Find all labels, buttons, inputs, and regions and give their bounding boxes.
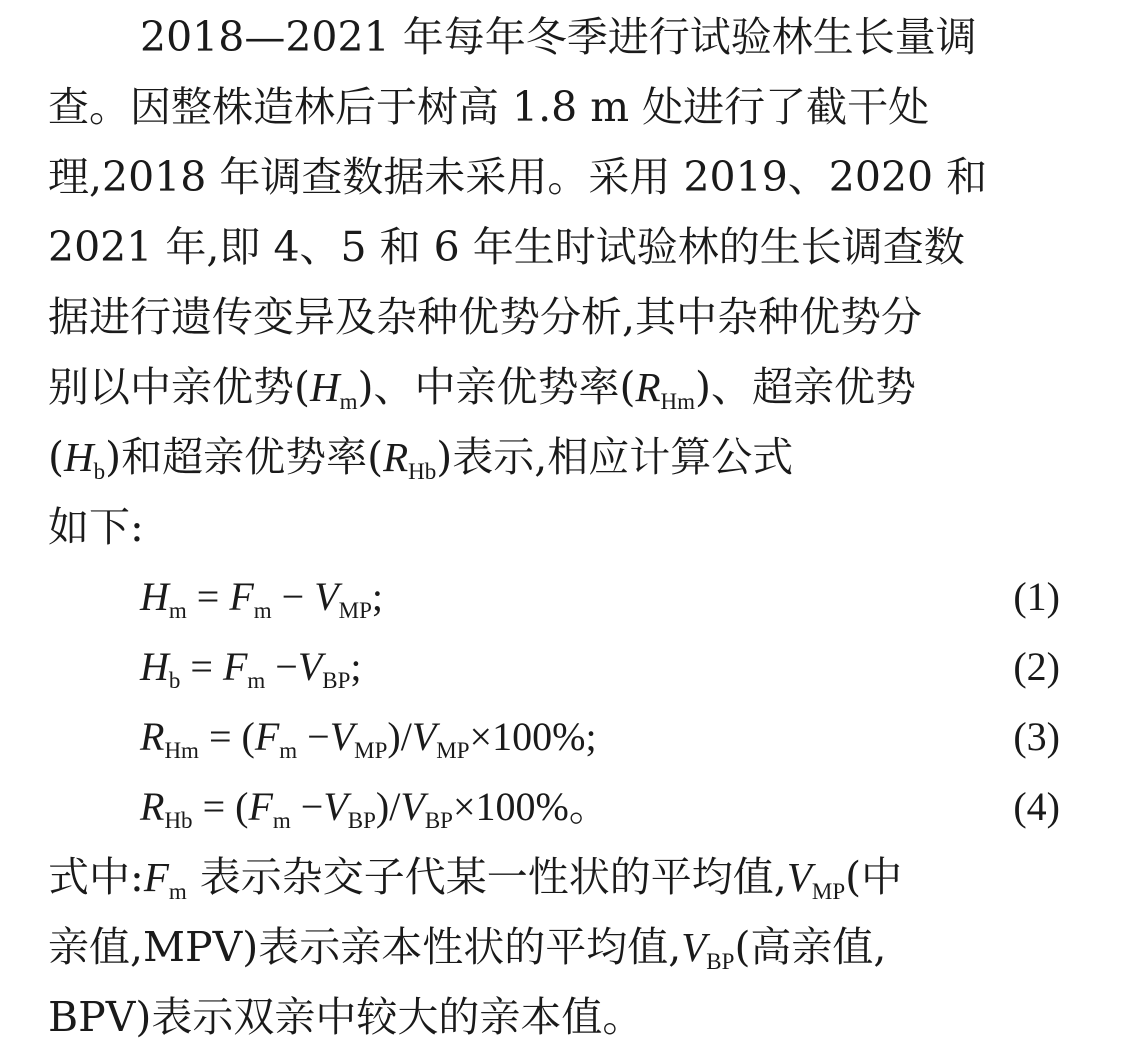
text-run: (高亲值, — [734, 923, 887, 971]
equation-4 — [140, 772, 1060, 842]
document-page — [48, 0, 1060, 1058]
paragraph-line-8: 如下: — [48, 503, 144, 551]
text-run: )、超亲优势 — [695, 363, 917, 411]
symbol-hb: $H_b$ — [64, 434, 106, 484]
paragraph-line-4: 2021 年,即 4、5 和 6 年生时试验林的生长调查数 — [48, 223, 965, 271]
equation-3-formula: $R_{Hm} = (F_m -V_{MP})/V_{MP}\times 100\%$; — [140, 714, 597, 763]
paragraph-line-7 — [48, 422, 1060, 492]
equation-4-number: (4) — [1013, 784, 1060, 829]
equation-1-number: (1) — [1013, 574, 1060, 619]
definition-line-3: BPV)表示双亲中较大的亲本值。 — [48, 993, 644, 1041]
equation-2-formula: $H_b = F_m -V_{BP}$; — [140, 644, 362, 693]
paragraph-line-3: 理,2018 年调查数据未采用。采用 2019、2020 和 — [48, 153, 988, 201]
text-run: ( — [48, 433, 64, 481]
equation-1-formula: $H_m = F_m - V_{MP}$; — [140, 574, 384, 623]
definition-line-1 — [48, 842, 1060, 912]
equation-2-number: (2) — [1013, 644, 1060, 689]
symbol-rhm: $R_{Hm}$ — [635, 364, 696, 414]
symbol-vmp: $V_{MP}$ — [786, 854, 846, 904]
equation-3-number: (3) — [1013, 714, 1060, 759]
symbol-vbp: $V_{BP}$ — [681, 924, 735, 974]
paragraph-line-5: 据进行遗传变异及杂种优势分析,其中杂种优势分 — [48, 293, 923, 341]
text-run: )、中亲优势率( — [357, 363, 636, 411]
text-run: 别以中亲优势( — [48, 363, 310, 411]
text-run: 表示杂交子代某一性状的平均值, — [186, 853, 787, 901]
equation-4-formula: $R_{Hb} = (F_m -V_{BP})/V_{BP}\times 100\%$。 — [140, 784, 609, 833]
text-run: (中 — [845, 853, 903, 901]
text-run: 亲值,MPV)表示亲本性状的平均值, — [48, 923, 682, 971]
paragraph-line-6 — [48, 352, 1060, 422]
text-run: )和超亲优势率( — [105, 433, 384, 481]
symbol-hm: $H_m$ — [310, 364, 358, 414]
text-run: )表示,相应计算公式 — [436, 433, 794, 481]
symbol-rhb: $R_{Hb}$ — [383, 434, 437, 484]
equation-1 — [140, 562, 1060, 632]
paragraph-line-2: 查。因整株造林后于树高 1.8 m 处进行了截干处 — [48, 83, 930, 131]
equation-3 — [140, 702, 1060, 772]
symbol-fm: $F_m$ — [143, 854, 187, 904]
paragraph-line-1: 2018—2021 年每年冬季进行试验林生长量调 — [140, 13, 977, 61]
text-run: 式中: — [48, 853, 144, 901]
equation-2 — [140, 632, 1060, 702]
definition-line-2 — [48, 912, 1060, 982]
